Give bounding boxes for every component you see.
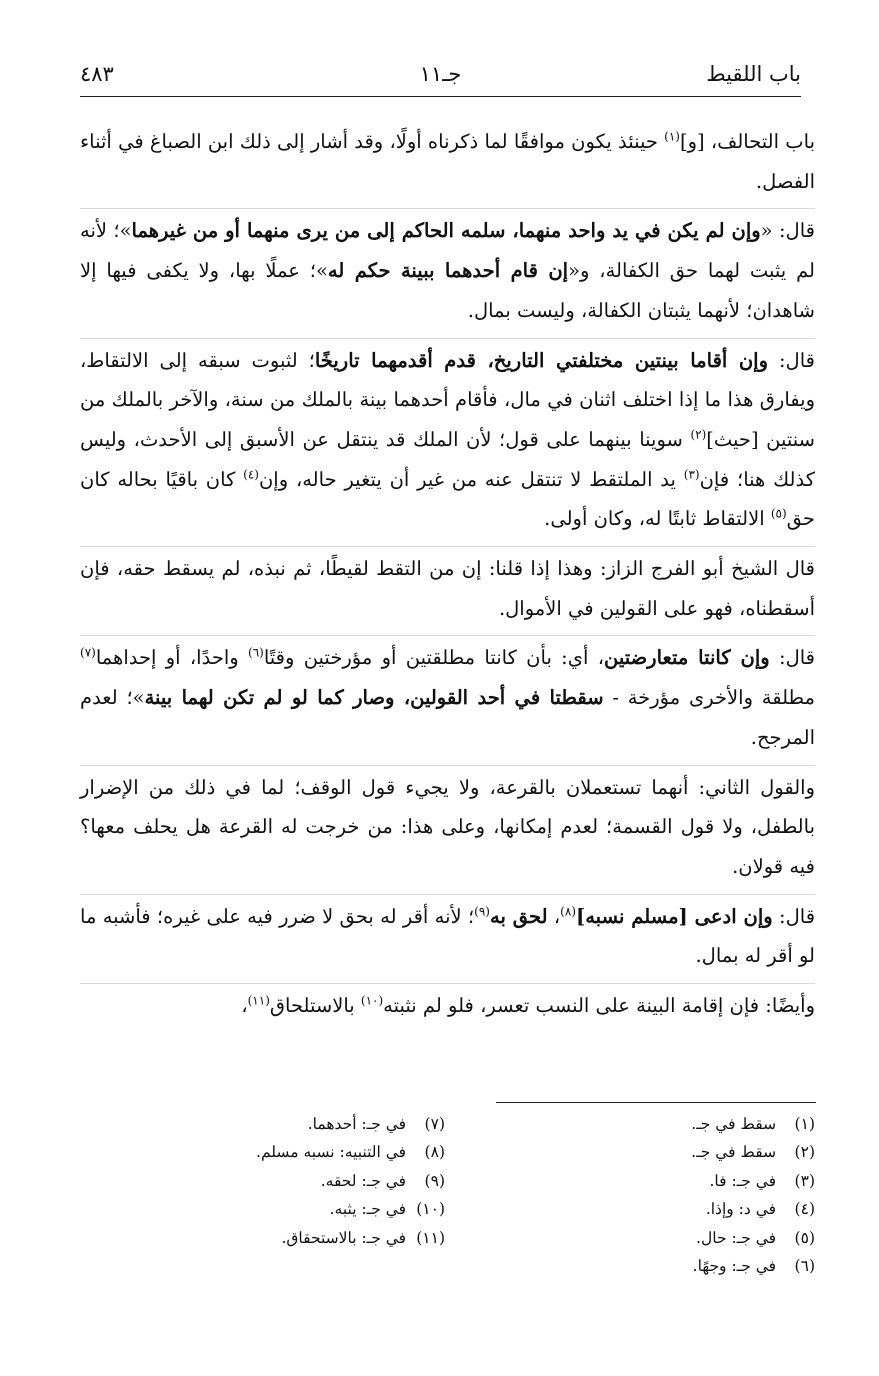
footnote — [515, 1167, 815, 1195]
footnote-text: في جـ: يثبه. — [329, 1200, 407, 1219]
text-segment: بالاستلحاق — [269, 994, 361, 1018]
text-segment: سوينا بينهما على قول؛ لأن الملك قد ينتقل عن الأسبق إلى الأحدث، وليس كذلك هنا؛ فإن — [80, 427, 815, 491]
text-segment: قال: — [769, 646, 816, 670]
footnote-ref: (٤) — [243, 467, 259, 482]
footnote-number: (٢) — [794, 1143, 815, 1162]
footnote-ref: (١) — [664, 129, 680, 144]
text-segment: كان باقيًا بحاله كان حق — [80, 467, 815, 531]
footnote — [145, 1167, 445, 1195]
text-segment: يد الملتقط لا تنتقل عنه من غير أن يتغير حاله، وإن — [258, 467, 684, 491]
footnote — [145, 1224, 445, 1252]
footnote-ref: (٥) — [770, 506, 787, 521]
footnote-ref: (١١) — [247, 993, 270, 1008]
footnote — [145, 1195, 445, 1223]
text-segment: الالتقاط ثابتًا له، وكان أولى. — [544, 507, 771, 531]
text-segment: »؛ لأنه لم يثبت لهما حق الكفالة، و« — [80, 219, 815, 283]
page-header — [80, 52, 801, 97]
text-segment: والقول الثاني: أنهما تستعملان بالقرعة، ولا يجيء قول الوقف؛ لما في ذلك من الإضرار بالطفل، ولا قول القسمة؛ لعدم إمكانها، وعلى هذا: من خرجت له القرعة هل يحلف معها؟ فيه قولان. — [80, 775, 815, 878]
text-segment: ، أي: بأن كانتا مطلقتين أو مؤرختين وقتًا — [263, 646, 605, 670]
footnote — [515, 1252, 815, 1280]
footnote-text: في جـ: فا. — [709, 1171, 777, 1190]
footnote-number: (٣) — [794, 1171, 815, 1190]
paragraph — [80, 122, 815, 201]
footnote-number: (٦) — [794, 1257, 815, 1276]
text-segment: ؛ لثبوت سبقه إلى الالتقاط، ويفارق هذا ما إذا اختلف اثنان في مال، فأقام أحدهما بينة بالملك من سنة، والآخر بالملك من سنتين [حيث] — [80, 348, 815, 451]
main-text — [80, 122, 815, 1033]
footnote-number: (٧) — [424, 1115, 445, 1133]
quoted-text: وإن ادعى [مسلم نسبه] — [576, 904, 773, 928]
footnote-ref: (٢) — [690, 427, 707, 442]
text-segment: باب التحالف، [و] — [679, 130, 815, 153]
footnotes-column-left — [145, 1110, 445, 1252]
paragraph — [80, 983, 815, 1026]
text-segment: واحدًا، أو إحداهما — [95, 646, 249, 670]
paragraph — [80, 546, 815, 628]
text-segment: قال: — [768, 348, 815, 372]
quoted-text: إن قام أحدهما ببينة حكم له — [327, 259, 569, 283]
footnote-text: في جـ: لحقه. — [320, 1171, 407, 1190]
paragraph — [80, 894, 815, 976]
footnote-text: في التنبيه: نسبه مسلم. — [256, 1143, 407, 1162]
volume-number: جـ١١ — [419, 62, 462, 86]
footnote-text: سقط في جـ. — [691, 1143, 777, 1162]
text-segment: »؛ عملًا بها، ولا يكفى فيها إلا شاهدان؛ لأنهما يثبتان الكفالة، وليست بمال. — [80, 259, 815, 322]
footnote — [145, 1110, 445, 1138]
footnote-ref: (٨) — [560, 904, 576, 919]
footnote — [515, 1224, 815, 1252]
quoted-text: لحق به — [489, 904, 548, 928]
footnote-separator — [496, 1102, 816, 1103]
text-segment: ، — [547, 904, 561, 928]
text-segment: قال: « — [760, 219, 815, 243]
footnote-number: (١) — [794, 1115, 815, 1133]
paragraph — [80, 338, 815, 540]
paragraph — [80, 208, 815, 330]
footnote — [515, 1138, 815, 1166]
footnote-ref: (٣) — [683, 467, 700, 482]
text-segment: ، — [241, 994, 248, 1018]
footnote-number: (٥) — [794, 1228, 815, 1247]
quoted-text: وإن كانتا متعارضتين — [604, 646, 770, 670]
text-segment: وأيضًا: فإن إقامة البينة على النسب تعسر، فلو لم نثبته — [383, 994, 815, 1018]
footnote-number: (٩) — [424, 1171, 445, 1190]
text-segment: قال: — [772, 904, 816, 928]
footnote — [145, 1138, 445, 1166]
footnote-text: في جـ: أحدهما. — [307, 1115, 407, 1133]
text-segment: قال الشيخ أبو الفرج الزاز: وهذا إذا قلنا: إن من التقط لقيطًا، ثم نبذه، لم يسقط حقه، فإن أسقطناه، فهو على القولين في الأموال. — [80, 557, 815, 620]
footnote-text: سقط في جـ. — [691, 1115, 777, 1133]
chapter-title: باب اللقيط — [706, 62, 801, 86]
footnote-text: في جـ: حال. — [696, 1228, 777, 1247]
footnote-ref: (٩) — [474, 904, 490, 919]
quoted-text: سقطتا في أحد القولين، وصار كما لو لم تكن لهما بينة — [144, 686, 604, 710]
text-segment: مطلقة والأخرى مؤرخة - — [603, 686, 815, 710]
footnote — [515, 1110, 815, 1138]
footnote-text: في د: وإذا. — [705, 1200, 777, 1219]
footnote-text: في جـ: وجهًا. — [692, 1257, 777, 1276]
footnote-number: (٨) — [424, 1143, 445, 1162]
page-number: ٤٨٣ — [80, 62, 114, 86]
quoted-text: وإن لم يكن في يد واحد منهما، سلمه الحاكم إلى من يرى منهما أو من غيرهما — [131, 219, 761, 243]
text-segment: حينئذ يكون موافقًا لما ذكرناه أولًا، وقد أشار إلى ذلك ابن الصباغ في أثناء الفصل. — [80, 130, 815, 193]
text-segment: »؛ لعدم المرجح. — [80, 686, 815, 749]
paragraph — [80, 765, 815, 887]
footnote-ref: (١٠) — [360, 993, 384, 1008]
footnote-number: (١١) — [416, 1228, 445, 1247]
footnote-text: في جـ: بالاستحقاق. — [281, 1228, 407, 1247]
footnote-ref: (٧) — [80, 645, 96, 660]
quoted-text: وإن أقاما بينتين مختلفتي التاريخ، قدم أقدمهما تاريخًا — [314, 348, 769, 372]
footnote-number: (٤) — [794, 1200, 815, 1219]
footnote-ref: (٦) — [248, 645, 264, 660]
footnotes-column-right — [515, 1110, 815, 1280]
footnote — [515, 1195, 815, 1223]
paragraph — [80, 635, 815, 757]
footnote-number: (١٠) — [416, 1200, 445, 1219]
text-segment: ؛ لأنه أقر له بحق لا ضرر فيه على غيره؛ فأشبه ما لو أقر له بمال. — [80, 904, 815, 968]
